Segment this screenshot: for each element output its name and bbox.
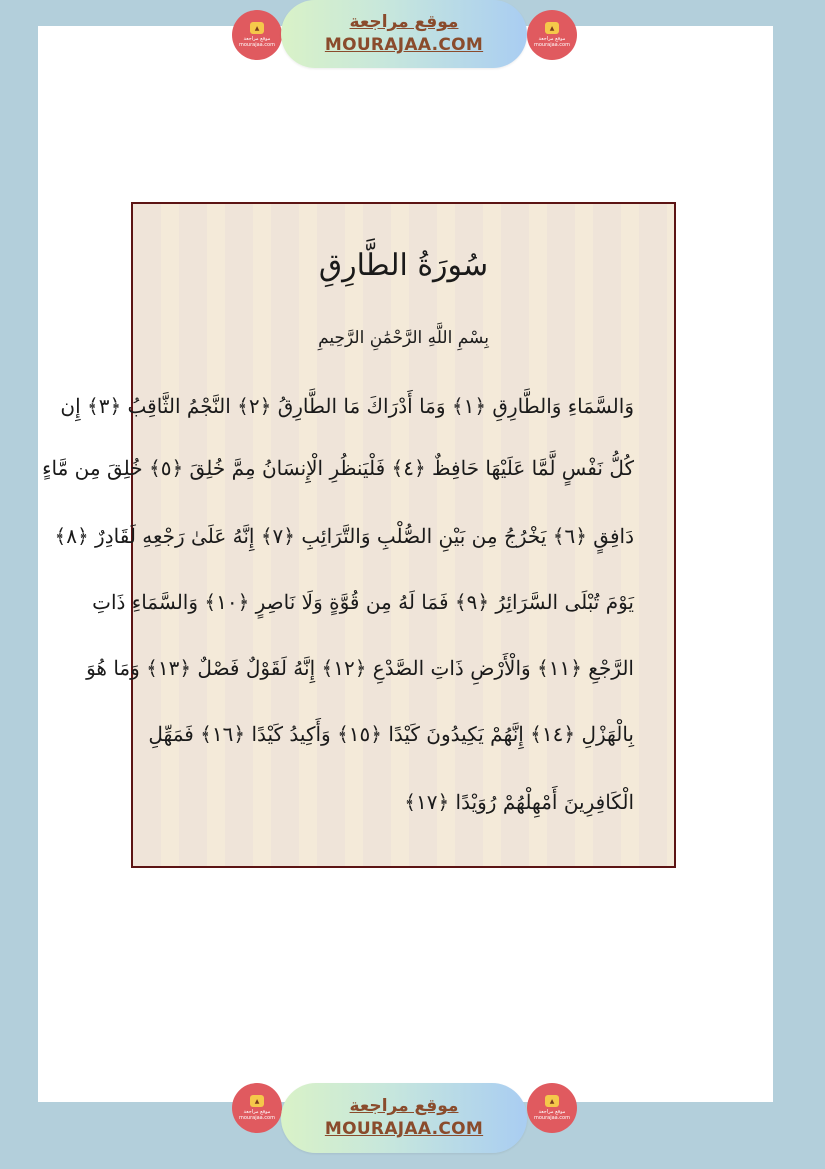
logo-badge-icon: ▲	[250, 22, 264, 34]
site-name-ar[interactable]: موقع مراجعة	[349, 1096, 459, 1116]
verse-line: وَالسَّمَاءِ وَالطَّارِقِ ﴿١﴾ وَمَا أَدْرَاكَ مَا الطَّارِقُ ﴿٢﴾ النَّجْمُ الثَّاقِبُ ﴿٣﴾ إِن	[60, 394, 634, 418]
verse-line: الْكَافِرِينَ أَمْهِلْهُمْ رُوَيْدًا ﴿١٧﴾	[404, 790, 634, 814]
logo-badge-icon: ▲	[545, 1095, 559, 1107]
verse-line: الرَّجْعِ ﴿١١﴾ وَالْأَرْضِ ذَاتِ الصَّدْعِ ﴿١٢﴾ إِنَّهُ لَقَوْلٌ فَصْلٌ ﴿١٣﴾ وَمَا هُوَ	[86, 656, 634, 680]
basmala: بِسْمِ اللَّهِ الرَّحْمَٰنِ الرَّحِيمِ	[318, 328, 489, 348]
logo-text-ar: موقع مراجعة	[538, 1109, 566, 1115]
logo-text-ar: موقع مراجعة	[243, 36, 271, 42]
verse-line: بِالْهَزْلِ ﴿١٤﴾ إِنَّهُمْ يَكِيدُونَ كَيْدًا ﴿١٥﴾ وَأَكِيدُ كَيْدًا ﴿١٦﴾ فَمَهِّلِ	[148, 722, 634, 746]
surah-page-image	[42, 202, 676, 868]
site-logo-left	[232, 10, 282, 60]
logo-badge-icon: ▲	[545, 22, 559, 34]
logo-text-en: mourajaa.com	[533, 1115, 570, 1121]
surah-title: سُورَةُ الطَّارِقِ	[318, 248, 489, 283]
logo-badge-icon: ▲	[250, 1095, 264, 1107]
site-banner-bottom[interactable]	[281, 1083, 527, 1153]
logo-text-en: mourajaa.com	[533, 42, 570, 48]
verse-line: دَافِقٍ ﴿٦﴾ يَخْرُجُ مِن بَيْنِ الصُّلْبِ وَالتَّرَائِبِ ﴿٧﴾ إِنَّهُ عَلَىٰ رَجْعِهِ لَقَادِرٌ ﴿٨﴾	[54, 524, 634, 548]
verse-line: يَوْمَ تُبْلَى السَّرَائِرُ ﴿٩﴾ فَمَا لَهُ مِن قُوَّةٍ وَلَا نَاصِرٍ ﴿١٠﴾ وَالسَّمَاءِ ذَاتِ	[92, 590, 634, 614]
site-name-ar[interactable]: موقع مراجعة	[349, 12, 459, 32]
site-logo-right	[527, 10, 577, 60]
logo-text-en: mourajaa.com	[238, 1115, 275, 1121]
logo-text-ar: موقع مراجعة	[538, 36, 566, 42]
site-name-en[interactable]: MOURAJAA.COM	[324, 35, 484, 55]
site-banner-top[interactable]	[281, 0, 527, 68]
site-logo-left	[232, 1083, 282, 1133]
logo-text-ar: موقع مراجعة	[243, 1109, 271, 1115]
site-logo-right	[527, 1083, 577, 1133]
verse-line: كُلُّ نَفْسٍ لَّمَّا عَلَيْهَا حَافِظٌ ﴿٤﴾ فَلْيَنظُرِ الْإِنسَانُ مِمَّ خُلِقَ ﴿٥﴾ خُلِقَ مِن مَّاءٍ	[42, 456, 634, 480]
logo-text-en: mourajaa.com	[238, 42, 275, 48]
site-name-en[interactable]: MOURAJAA.COM	[324, 1119, 484, 1139]
